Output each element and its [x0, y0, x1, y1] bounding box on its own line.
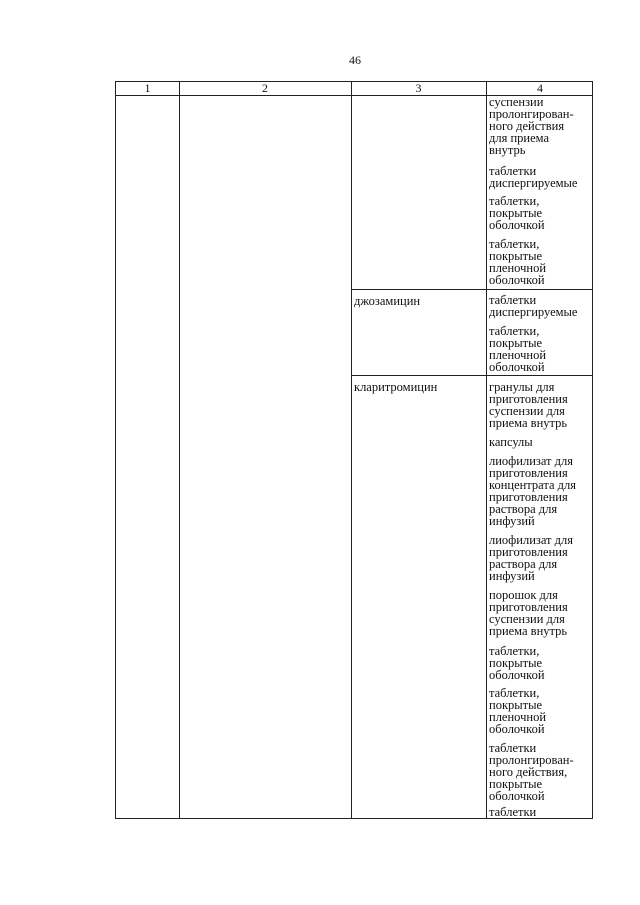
drug-name-clarithromycin: кларитромицин [354, 380, 438, 394]
form-item: таблетки, покрытые пленочной оболочкой [489, 324, 547, 374]
column-divider-2 [351, 82, 352, 818]
form-item: таблетки, покрытые оболочкой [489, 644, 545, 682]
column-divider-3 [486, 82, 487, 818]
header-col-4: 4 [537, 81, 543, 95]
group-divider-1 [351, 289, 592, 290]
medication-table [115, 81, 593, 819]
header-col-2: 2 [262, 81, 268, 95]
header-col-1: 1 [144, 81, 151, 95]
form-item: лиофилизат для приготовления концентрата для приготовления раствора для инфузий [489, 454, 577, 528]
form-item: таблетки диспергируемые [489, 164, 578, 190]
form-item: капсулы [489, 435, 533, 449]
form-item: суспензии пролонгирован- ного действия для приема внутрь [489, 95, 574, 157]
form-item: лиофилизат для приготовления раствора для инфузий [489, 533, 573, 583]
column-divider-1 [179, 82, 180, 818]
form-item: таблетки, покрытые оболочкой [489, 194, 545, 232]
page-number: 46 [349, 53, 361, 67]
form-item: таблетки диспергируемые [489, 293, 578, 319]
drug-name-josamycin: джозамицин [354, 294, 421, 308]
form-item: таблетки, покрытые пленочной оболочкой [489, 237, 547, 287]
form-item: таблетки, покрытые пленочной оболочкой [489, 686, 547, 736]
header-col-3: 3 [415, 81, 422, 95]
form-item: порошок для приготовления суспензии для приема внутрь [489, 588, 568, 638]
group-divider-2 [351, 375, 592, 376]
form-item: гранулы для приготовления суспензии для приема внутрь [489, 380, 568, 430]
form-item: таблетки [489, 805, 537, 819]
form-item: таблетки пролонгирован- ного действия, покрытые оболочкой [489, 741, 574, 803]
